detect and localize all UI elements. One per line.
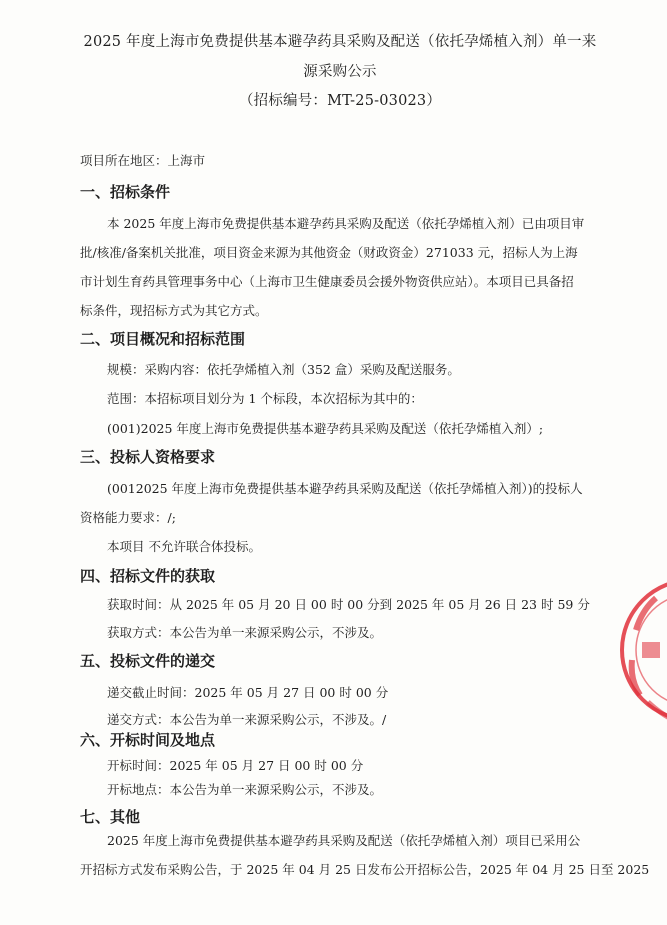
project-region: 项目所在地区：上海市 bbox=[80, 153, 206, 168]
opening-time: 开标时间：2025 年 05 月 27 日 00 时 00 分 bbox=[107, 758, 364, 773]
section-2-heading: 二、项目概况和招标范围 bbox=[80, 330, 246, 348]
opening-place: 开标地点：本公告为单一来源采购公示，不涉及。 bbox=[107, 782, 383, 797]
submission-deadline: 递交截止时间：2025 年 05 月 27 日 00 时 00 分 bbox=[107, 685, 389, 700]
consortium-statement: 本项目 不允许联合体投标。 bbox=[107, 539, 261, 554]
qualification-line-1: (0012025 年度上海市免费提供基本避孕药具采购及配送（依托孕烯植入剂）)的投标人 bbox=[107, 481, 583, 496]
bid-range: 范围：本招标项目划分为 1 个标段，本次招标为其中的： bbox=[107, 391, 423, 406]
document-acquisition-time: 获取时间：从 2025 年 05 月 20 日 00 时 00 分到 2025 年 05 月 26 日 23 时 59 分 bbox=[107, 597, 590, 612]
section-1-paragraph-line-1: 本 2025 年度上海市免费提供基本避孕药具采购及配送（依托孕烯植入剂）已由项目审 bbox=[107, 216, 585, 231]
other-paragraph-line-1: 2025 年度上海市免费提供基本避孕药具采购及配送（依托孕烯植入剂）项目已采用公 bbox=[107, 833, 581, 848]
qualification-line-2: 资格能力要求：/; bbox=[80, 510, 176, 525]
section-1-paragraph-line-3: 市计划生育药具管理事务中心（上海市卫生健康委员会援外物资供应站）。本项目已具备招 bbox=[80, 274, 574, 289]
red-seal-stamp bbox=[612, 570, 667, 730]
section-3-heading: 三、投标人资格要求 bbox=[80, 448, 216, 466]
project-scale: 规模：采购内容：依托孕烯植入剂（352 盒）采购及配送服务。 bbox=[107, 362, 460, 377]
submission-method: 递交方式：本公告为单一来源采购公示，不涉及。/ bbox=[107, 712, 387, 727]
tender-number: （招标编号：MT-25-03023） bbox=[238, 93, 442, 109]
section-1-paragraph-line-2: 批/核准/备案机关批准，项目资金来源为其他资金（财政资金）271033 元，招标人为上海 bbox=[80, 245, 578, 260]
bid-lot: (001)2025 年度上海市免费提供基本避孕药具采购及配送（依托孕烯植入剂）; bbox=[107, 421, 544, 436]
document-title-line-1: 2025 年度上海市免费提供基本避孕药具采购及配送（依托孕烯植入剂）单一来 bbox=[83, 34, 597, 50]
section-1-heading: 一、招标条件 bbox=[80, 183, 171, 201]
document-title-line-2: 源采购公示 bbox=[303, 64, 377, 80]
section-6-heading: 六、开标时间及地点 bbox=[80, 731, 216, 749]
section-1-paragraph-line-4: 标条件，现招标方式为其它方式。 bbox=[80, 303, 268, 318]
section-5-heading: 五、投标文件的递交 bbox=[80, 652, 216, 670]
section-7-heading: 七、其他 bbox=[80, 808, 141, 826]
other-paragraph-line-2: 开招标方式发布采购公告，于 2025 年 04 月 25 日发布公开招标公告，2025 年 04 月 25 日至 2025 bbox=[80, 862, 650, 877]
document-acquisition-method: 获取方式：本公告为单一来源采购公示，不涉及。 bbox=[107, 625, 383, 640]
section-4-heading: 四、招标文件的获取 bbox=[80, 567, 216, 585]
